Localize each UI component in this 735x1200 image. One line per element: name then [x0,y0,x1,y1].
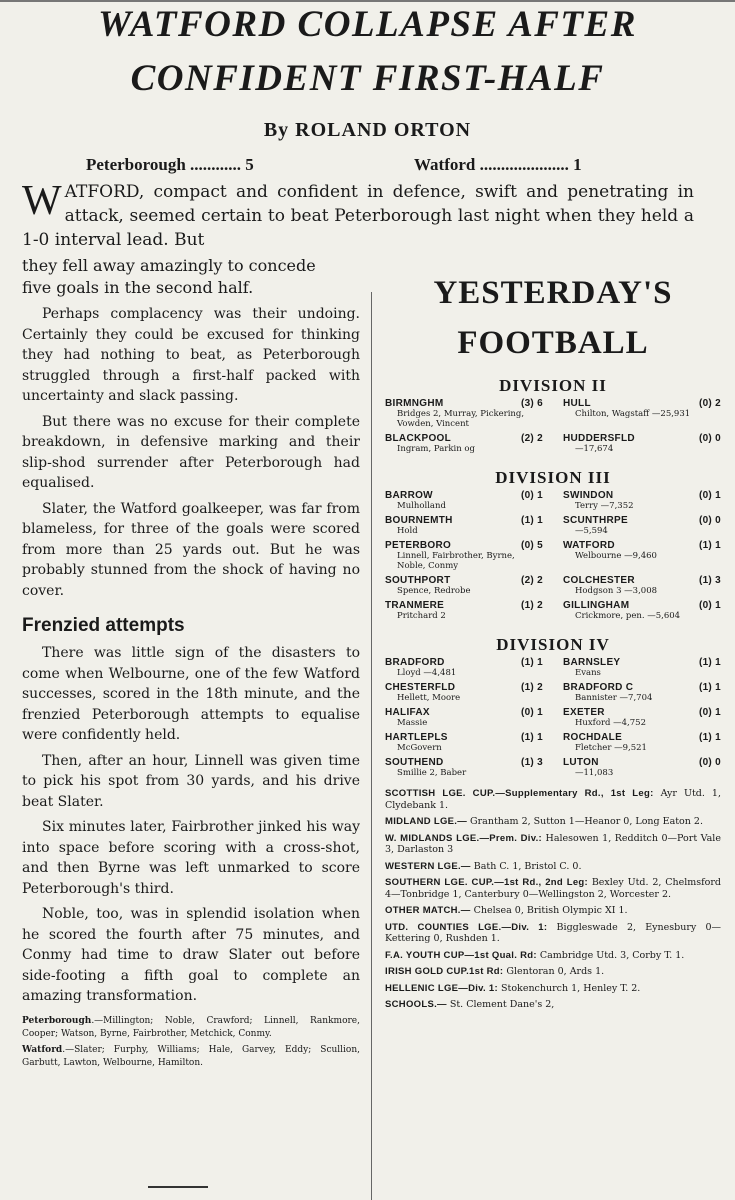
match-row [385,515,721,536]
team-name: SWINDON [563,490,614,501]
division-block [385,376,721,454]
lead-text: ATFORD, compact and confident in defence, swift and penetrating in attack, seemed certain to beat Peterborough last night when they held a 1-0 interval lead. But [22,182,694,250]
scorers: Welbourne —9,460 [575,551,657,561]
other-result-text: Grantham 2, Sutton 1—Heanor 0, Long Eaton 2. [470,816,703,827]
match-home-side [385,433,543,454]
results-column [385,268,721,1016]
match-home-side [385,707,543,728]
drop-cap: W [22,178,62,224]
match-row [385,682,721,703]
match-away-side [563,757,721,778]
other-result [385,950,721,962]
scorers: Crickmore, pen. —5,604 [575,611,681,621]
team-score: (0) 0 [698,515,721,526]
division-tables [385,376,721,778]
team-line [563,515,721,526]
other-result [385,833,721,856]
team-name-peterborough: Peterborough [22,1015,92,1026]
match-away-side [563,433,721,454]
team-line [563,732,721,743]
headline-line-2: CONFIDENT FIRST-HALF [130,58,605,99]
match-home-side [385,682,543,703]
other-result-title: SCOTTISH LGE. CUP.—Supplementary Rd., 1st Leg: [385,788,654,799]
scorers: Chilton, Wagstaff —25,931 [575,409,691,419]
team-line [385,490,543,501]
team-line [385,757,543,768]
scorers: —5,594 [575,526,608,536]
team-score: (1) 1 [520,515,543,526]
team-name: BARNSLEY [563,657,621,668]
other-result-text: Bexley Utd. 2, Chelmsford 4—Tonbridge 1, Canterbury 0—Wellingston 2, Worcester 2. [385,877,721,900]
team-score: (1) 2 [520,600,543,611]
match-away-side [563,682,721,703]
scorers: Terry —7,352 [575,501,634,511]
other-result-text: Chelsea 0, British Olympic XI 1. [473,905,628,916]
scorers: Lloyd —4,481 [397,668,457,678]
team-score: (1) 1 [698,540,721,551]
team-name: LUTON [563,757,599,768]
match-row [385,575,721,596]
scorers: —17,674 [575,444,614,454]
match-away-side [563,657,721,678]
team-name: HULL [563,398,591,409]
match-row [385,490,721,511]
team-score: (1) 1 [698,682,721,693]
team-score: (0) 1 [698,600,721,611]
match-row [385,540,721,571]
team-name: HALIFAX [385,707,430,718]
article-paragraph-3: Slater, the Watford goalkeeper, was far from blameless, for three of the goals were scored from more than 25 yards out. But he was probably stunned from the shock of having no cover. [22,500,360,599]
match-home-side [385,575,543,596]
team-score: (1) 1 [698,657,721,668]
other-result-text: Biggleswade 2, Eynesbury 0—Kettering 0, Rushden 1. [385,921,721,944]
team-name: BRADFORD C [563,682,634,693]
scorers: Hold [397,526,418,536]
team-score: (0) 1 [698,707,721,718]
scorers: Massie [397,718,428,728]
match-away-side [563,600,721,621]
other-result [385,922,721,945]
other-result-title: IRISH GOLD CUP.1st Rd: [385,966,504,977]
other-result [385,877,721,900]
team-score: (1) 1 [520,657,543,668]
division-heading: DIVISION IV [496,635,610,654]
match-row [385,732,721,753]
article-paragraph-4: There was little sign of the disasters to come when Welbourne, one of the few Watford successes, scored in the 18th minute, and the frenzied Peterborough attempts to equalise were confidently held. [22,645,360,743]
team-line [385,732,543,743]
match-home-side [385,490,543,511]
article-column [22,255,360,1070]
other-result-title: F.A. YOUTH CUP—1st Qual. Rd: [385,949,537,961]
other-result-text: Halesowen 1, Redditch 0—Port Vale 3, Darlaston 3 [385,832,721,855]
team-name: BLACKPOOL [385,433,452,444]
team-name: WATFORD [563,540,615,551]
team-line [385,540,543,551]
match-away-side [563,575,721,596]
team-name: BRADFORD [385,657,445,668]
team-score: (3) 6 [520,398,543,409]
team-line [563,707,721,718]
article-paragraph-2: But there was no excuse for their complete breakdown, in defensive marking and their slip-shod surrender after Peterborough had equalised. [22,413,360,491]
other-result-text: Cambridge Utd. 3, Corby T. 1. [539,949,685,961]
other-result [385,966,721,978]
other-result-title: HELLENIC LGE—Div. 1: [385,982,498,994]
match-home-side [385,732,543,753]
article-paragraph-0: they fell away amazingly to concede five goals in the second half. [22,256,316,297]
score-home-goals: 5 [245,155,254,174]
other-result-text: St. Clement Dane's 2, [449,999,555,1010]
score-home [86,155,254,175]
match-home-side [385,515,543,536]
match-away-side [563,540,721,571]
team-name-watford: Watford [22,1044,63,1055]
team-name: ROCHDALE [563,732,623,743]
team-name: SOUTHEND [385,757,444,768]
team-score: (1) 2 [520,682,543,693]
score-home-team: Peterborough [86,155,186,174]
other-result-title: SOUTHERN LGE. CUP.—1st Rd., 2nd Leg: [385,877,588,888]
team-line [563,575,721,586]
team-name: SCUNTHRPE [563,515,628,526]
team-score: (2) 2 [520,575,543,586]
division-block [385,468,721,621]
other-result-text: Bath C. 1, Bristol C. 0. [473,860,582,872]
scorers: —11,083 [575,768,614,778]
team-line [563,540,721,551]
score-away-dots: ..................... [475,155,574,174]
results-heading-line-2: FOOTBALL [457,325,649,361]
team-name: HUDDERSFLD [563,433,635,444]
team-name: BIRMNGHM [385,398,444,409]
score-home-dots: ............ [185,155,246,174]
article-paragraph-5: Then, after an hour, Linnell was given time to pick his spot from 30 yards, and his drive beat Slater. [22,752,360,810]
headline-line-1: WATFORD COLLAPSE AFTER [98,4,637,45]
other-result-text: Stokenchurch 1, Henley T. 2. [501,982,641,994]
match-row [385,707,721,728]
scorers: Evans [575,668,601,678]
team-name: HARTLEPLS [385,732,448,743]
team-line [563,657,721,668]
team-score: (0) 1 [520,707,543,718]
team-score: (0) 1 [520,490,543,501]
team-line [563,600,721,611]
team-score: (0) 0 [698,757,721,768]
team-line [385,575,543,586]
team-players-watford: .—Slater; Furphy, Williams; Hale, Garvey, Eddy; Scullion, Garbutt, Lawton, Welbourne, Hamilton. [22,1044,360,1068]
team-score: (0) 2 [698,398,721,409]
match-home-side [385,657,543,678]
team-line [385,515,543,526]
team-line [563,398,721,409]
match-row [385,433,721,454]
team-line [385,657,543,668]
lead-paragraph [22,180,694,252]
other-result [385,905,721,917]
other-result-text: Glentoran 0, Ards 1. [506,966,605,977]
scorers: Huxford —4,752 [575,718,646,728]
column-divider [371,292,372,1200]
article-paragraph-6: Six minutes later, Fairbrother jinked his way into space before scoring with a cross-shot, and then Byrne was left unmarked to score Peterborough's third. [22,819,360,897]
scorers: Bridges 2, Murray, Pickering, Vowden, Vincent [397,409,525,429]
team-players-peterborough: .—Millington; Noble, Crawford; Linnell, Rankmore, Cooper; Watson, Byrne, Fairbrother, Metchick, Conmy. [22,1015,360,1039]
match-row [385,398,721,429]
team-name: CHESTERFLD [385,682,456,693]
team-line [385,433,543,444]
team-score: (2) 2 [520,433,543,444]
byline: By ROLAND ORTON [263,119,472,141]
other-result-text: Ayr Utd. 1, Clydebank 1. [385,788,721,811]
scorers: Bannister —7,704 [575,693,653,703]
team-score: (0) 5 [520,540,543,551]
score-away-team: Watford [414,155,476,174]
match-home-side [385,600,543,621]
division-block [385,635,721,778]
team-line [385,682,543,693]
scorers: Mulholland [397,501,446,511]
match-home-side [385,757,543,778]
scorers: Hellett, Moore [397,693,461,703]
team-name: PETERBORO [385,540,452,551]
match-row [385,757,721,778]
scorers: Smillie 2, Baber [397,768,467,778]
scorers: Pritchard 2 [397,611,446,621]
team-line-up-away [22,1044,360,1070]
match-away-side [563,707,721,728]
other-result-title: MIDLAND LGE.— [385,816,468,827]
other-result [385,983,721,995]
team-name: BOURNEMTH [385,515,453,526]
match-away-side [563,732,721,753]
match-row [385,600,721,621]
division-heading: DIVISION II [499,376,607,395]
match-home-side [385,540,543,571]
team-score: (1) 1 [698,732,721,743]
match-home-side [385,398,543,429]
team-line [563,433,721,444]
match-row [385,657,721,678]
team-line [385,707,543,718]
score-away-goals: 1 [573,155,582,174]
team-score: (1) 1 [520,732,543,743]
team-name: TRANMERE [385,600,445,611]
end-rule [148,1186,208,1188]
team-name: EXETER [563,707,605,718]
scorers: Hodgson 3 —3,008 [575,586,658,596]
match-away-side [563,398,721,429]
team-score: (1) 3 [520,757,543,768]
other-result-title: SCHOOLS.— [385,999,447,1010]
scorers: Spence, Redrobe [397,586,471,596]
other-result-title: OTHER MATCH.— [385,905,471,916]
other-result [385,861,721,873]
team-name: GILLINGHAM [563,600,630,611]
team-line [385,600,543,611]
team-line [563,757,721,768]
other-result [385,999,721,1011]
scorers: Linnell, Fairbrother, Byrne, Noble, Conmy [397,551,515,571]
match-away-side [563,490,721,511]
scorers: Ingram, Parkin og [397,444,475,454]
score-away [414,155,582,175]
scorers: McGovern [397,743,442,753]
team-line [385,398,543,409]
article-paragraph-7: Noble, too, was in splendid isolation when he scored the fourth after 75 minutes, and Conmy had time to draw Slater out before side-footing a fifth goal to complete an amazing transformation. [22,906,360,1004]
team-line [563,490,721,501]
team-name: COLCHESTER [563,575,635,586]
other-result-title: UTD. COUNTIES LGE.—Div. 1: [385,921,548,933]
team-name: BARROW [385,490,433,501]
article-paragraph-1: Perhaps complacency was their undoing. Certainly they could be excused for thinking they had nothing to beat, as Peterborough struggled through a first-half packed with uncertainty and slack passing. [22,306,360,404]
results-heading-line-1: YESTERDAY'S [433,275,673,311]
team-line [563,682,721,693]
other-result [385,788,721,811]
subhead-frenzied-attempts: Frenzied attempts [22,615,185,636]
other-result-title: WESTERN LGE.— [385,860,471,872]
team-name: SOUTHPORT [385,575,451,586]
other-result-title: W. MIDLANDS LGE.—Prem. Div.: [385,832,543,844]
team-score: (1) 3 [698,575,721,586]
scorers: Fletcher —9,521 [575,743,647,753]
team-line-up-home [22,1015,360,1041]
division-heading: DIVISION III [495,468,611,487]
team-score: (0) 1 [698,490,721,501]
match-away-side [563,515,721,536]
other-result [385,816,721,828]
team-score: (0) 0 [698,433,721,444]
other-results [385,788,721,1011]
